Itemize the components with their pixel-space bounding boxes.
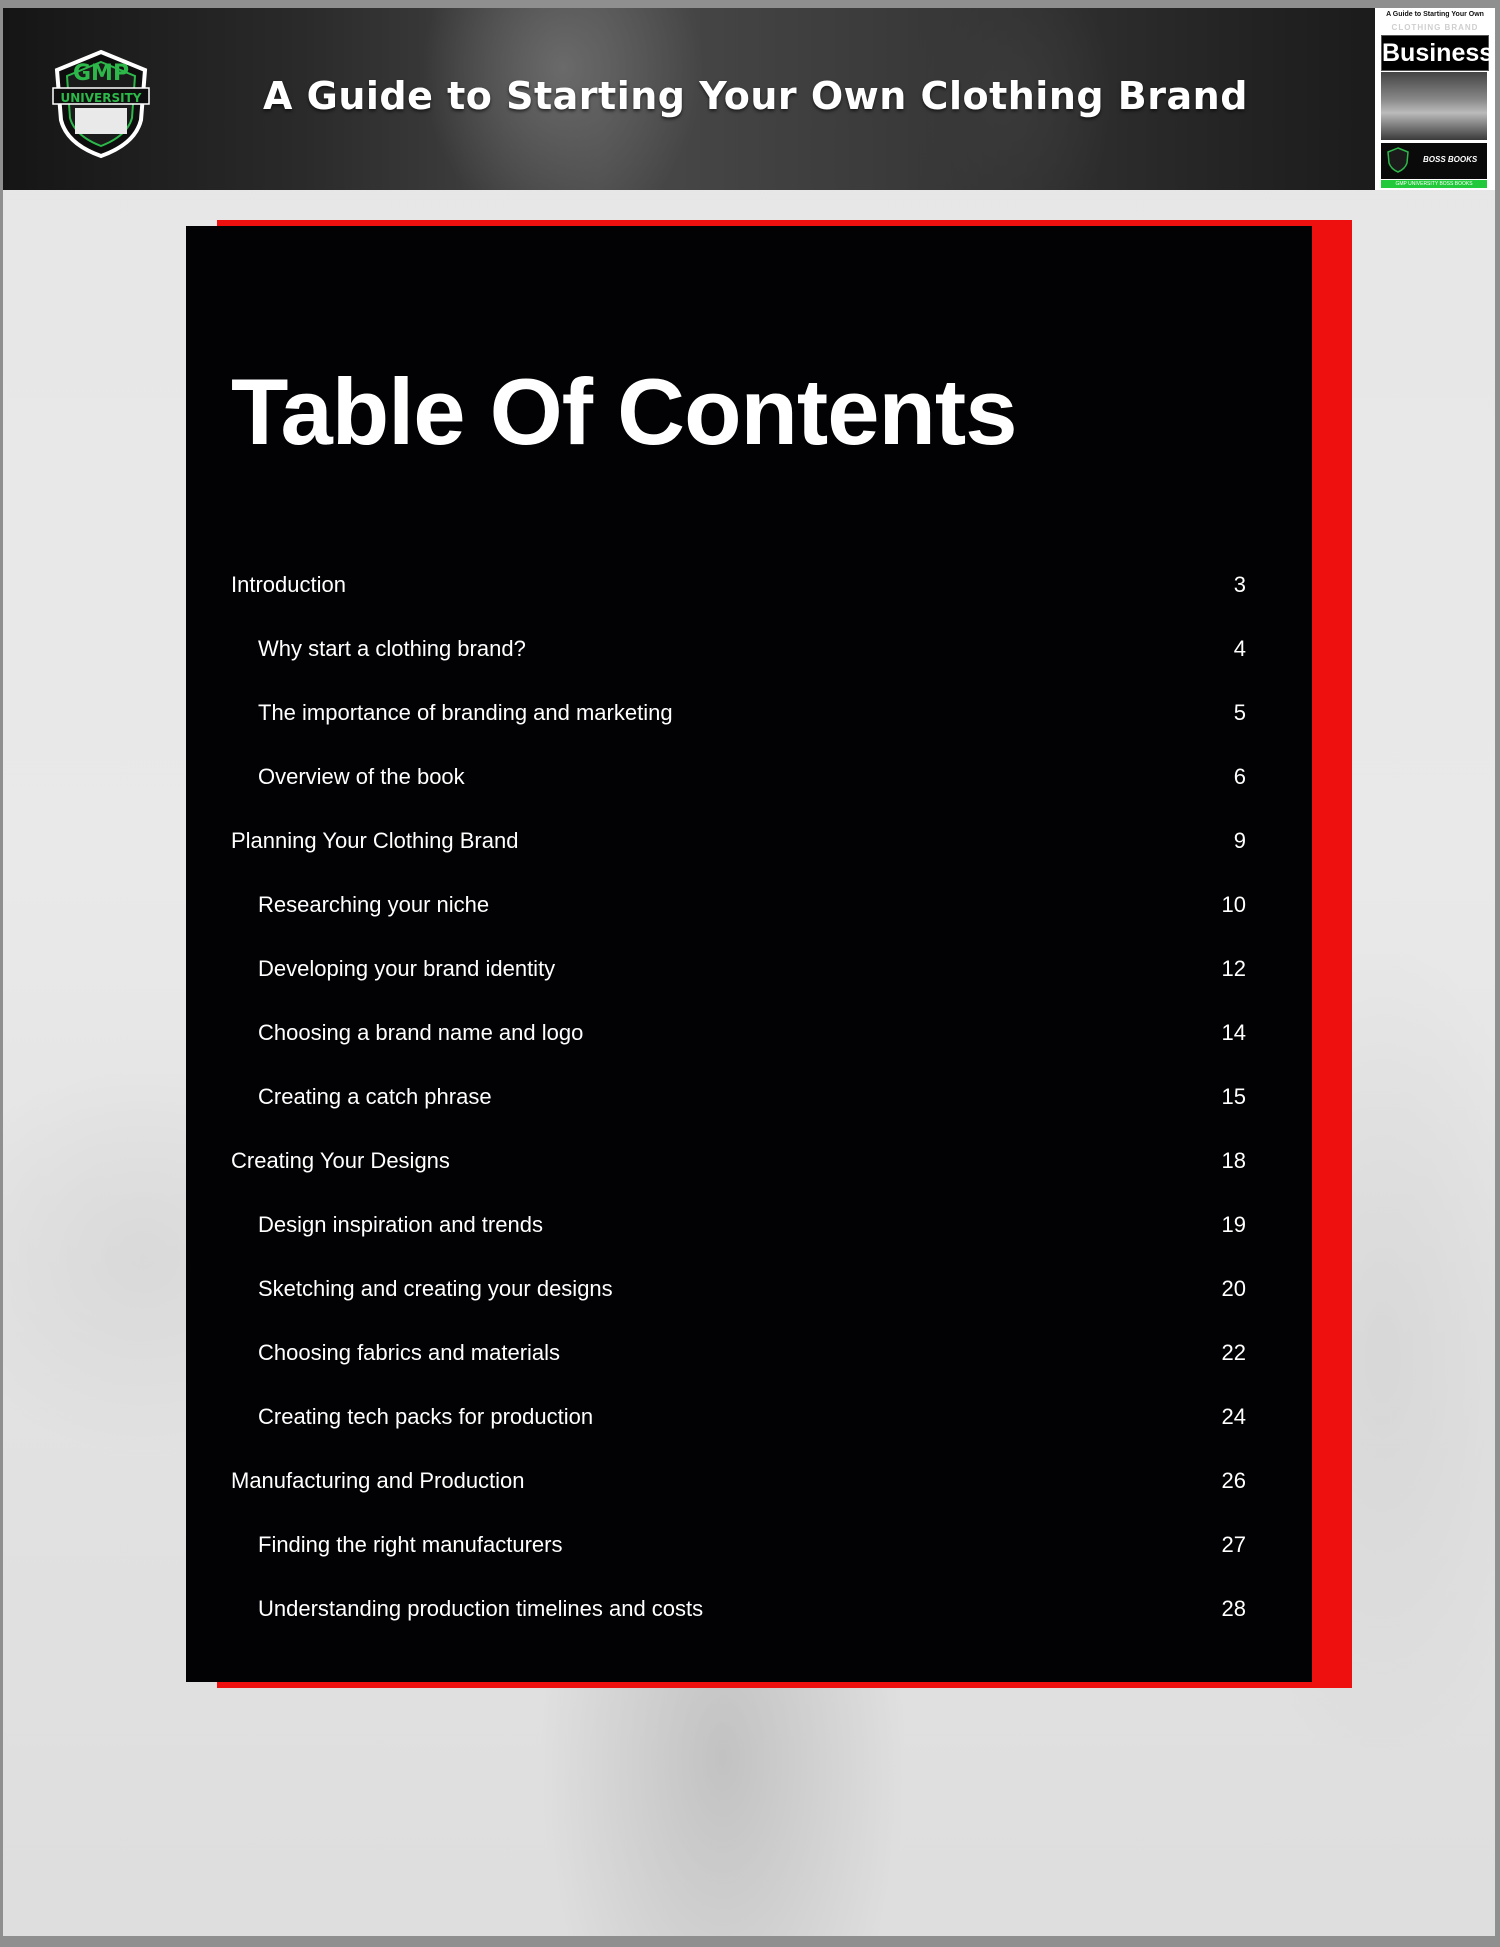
toc-entry[interactable]	[3, 1466, 1495, 1496]
toc-page-number: 26	[1221, 1468, 1246, 1493]
toc-page-number: 9	[1233, 828, 1246, 853]
toc-section-label: Choosing fabrics and materials	[258, 1340, 561, 1365]
toc-entry[interactable]	[3, 570, 1495, 600]
cover-kicker: CLOTHING BRAND	[1391, 23, 1479, 32]
toc-section-label: Understanding production timelines and costs	[258, 1596, 704, 1621]
toc-page-number: 3	[1233, 572, 1246, 597]
toc-page-number: 6	[1233, 764, 1246, 789]
document-page	[3, 8, 1495, 1936]
toc-chapter-label: Manufacturing and Production	[231, 1468, 525, 1493]
toc-section-label: Creating a catch phrase	[258, 1084, 492, 1109]
toc-page-number: 20	[1221, 1276, 1246, 1301]
toc-section-label: Researching your niche	[258, 892, 490, 917]
cover-imprint: BOSS BOOKS	[1423, 155, 1478, 164]
toc-entry[interactable]	[3, 1210, 1495, 1240]
toc-entry[interactable]	[3, 762, 1495, 792]
toc-page-number: 12	[1221, 956, 1246, 981]
toc-entry[interactable]	[3, 1402, 1495, 1432]
toc-entry[interactable]	[3, 1018, 1495, 1048]
toc-section-label: The importance of branding and marketing	[258, 700, 673, 725]
toc-entry[interactable]	[3, 1082, 1495, 1112]
toc-section-label: Why start a clothing brand?	[258, 636, 526, 661]
toc-section-label: Sketching and creating your designs	[258, 1276, 613, 1301]
toc-page-number: 10	[1221, 892, 1246, 917]
cover-title-word: Business	[1381, 35, 1489, 71]
toc-page-number: 24	[1221, 1404, 1246, 1429]
cover-photo	[1381, 72, 1487, 140]
toc-page-number: 19	[1221, 1212, 1246, 1237]
toc-page-number: 27	[1221, 1532, 1246, 1557]
toc-entry[interactable]	[3, 634, 1495, 664]
toc-entry[interactable]	[3, 698, 1495, 728]
toc-chapter-label: Creating Your Designs	[231, 1148, 450, 1173]
toc-entry[interactable]	[3, 826, 1495, 856]
cover-logo-icon	[1387, 147, 1409, 173]
document-title: A Guide to Starting Your Own Clothing Brand	[263, 74, 1248, 118]
toc-page-number: 28	[1221, 1596, 1246, 1621]
toc-entry[interactable]	[3, 954, 1495, 984]
toc-entry[interactable]	[3, 1274, 1495, 1304]
cover-footer-bar: GMP UNIVERSITY BOSS BOOKS	[1381, 180, 1487, 188]
toc-chapter-label: Planning Your Clothing Brand	[231, 828, 519, 853]
toc-entry[interactable]	[3, 1594, 1495, 1624]
toc-heading: Table Of Contents	[231, 359, 1017, 464]
toc-entry[interactable]	[3, 1530, 1495, 1560]
logo-initials: GMP	[73, 61, 130, 86]
toc-chapter-label: Introduction	[231, 572, 346, 597]
toc-page-number: 4	[1233, 636, 1246, 661]
toc-section-label: Design inspiration and trends	[258, 1212, 543, 1237]
toc-page-number: 5	[1233, 700, 1246, 725]
toc-page-number: 18	[1221, 1148, 1246, 1173]
toc-entry[interactable]	[3, 1146, 1495, 1176]
toc-section-label: Choosing a brand name and logo	[258, 1020, 584, 1045]
toc-section-label: Developing your brand identity	[258, 956, 556, 981]
toc-section-label: Creating tech packs for production	[258, 1404, 594, 1429]
book-cover-thumbnail	[1375, 8, 1495, 190]
logo-name: UNIVERSITY	[60, 91, 142, 105]
cover-subtitle: A Guide to Starting Your Own	[1386, 11, 1484, 18]
toc-section-label: Finding the right manufacturers	[258, 1532, 563, 1557]
toc-page-number: 14	[1221, 1020, 1246, 1045]
toc-section-label: Overview of the book	[258, 764, 465, 789]
toc-page-number: 22	[1221, 1340, 1246, 1365]
header-banner	[3, 8, 1495, 190]
toc-entry[interactable]	[3, 890, 1495, 920]
toc-page-number: 15	[1221, 1084, 1246, 1109]
toc-entry[interactable]	[3, 1338, 1495, 1368]
